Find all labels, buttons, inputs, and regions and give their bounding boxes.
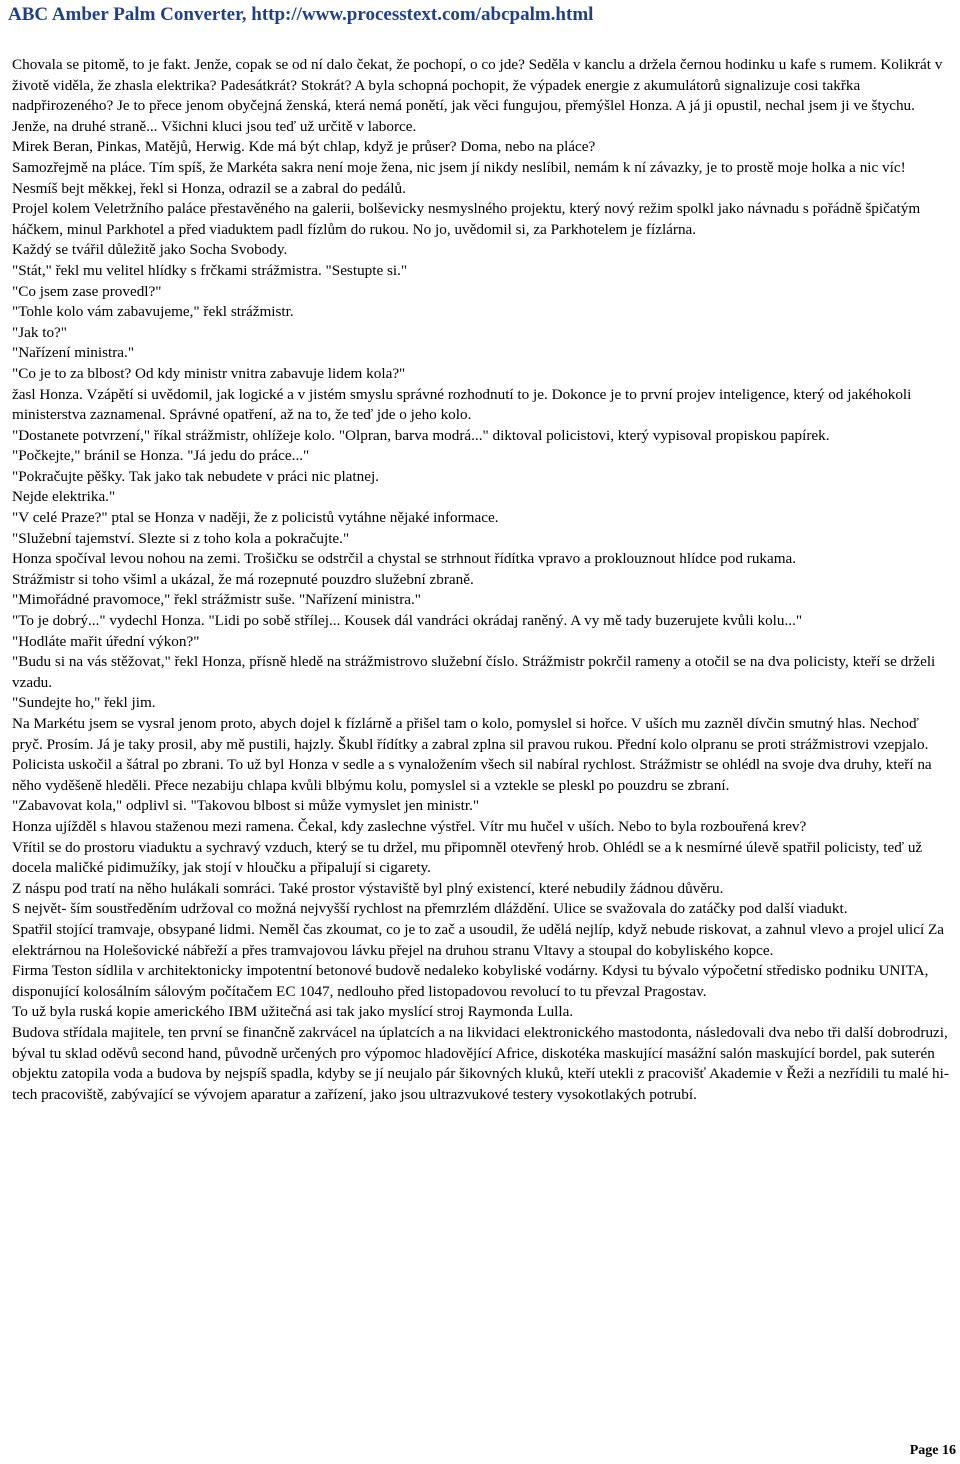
- paragraph: Chovala se pitomě, to je fakt. Jenže, copak se od ní dalo čekat, že pochopí, o co jde? Seděla v kanclu a držela černou hodinku u kafe s rumem. Kolikrát v životě viděla, že zhasla elektrika? Padesátkrát? Stokrát? A byla schopná pochopit, že výpadek energie z akumulátorů signalizuje cosi takřka nadpřirozeného? Je to přece jenom obyčejná ženská, která nemá ponětí, jak věci fungujou, přemýšlel Honza. A já ji opustil, nechal jsem ji ve štychu.: [12, 56, 943, 115]
- paragraph: "Pokračujte pěšky. Tak jako tak nebudete v práci nic platnej.: [12, 467, 379, 485]
- paragraph: "Nařízení ministra.": [12, 344, 135, 362]
- paragraph: Spatřil stojící tramvaje, obsypané lidmi. Neměl čas zkoumat, co je to zač a usoudil, že udělá nejlíp, když nebude riskovat, a zahnul vlevo a projel ulicí Za elektrárnou na Holešovické nábřeží a přes tramvajovou lávku přejel na druhou stranu Vltavy a stoupal do kobyliského kopce.: [12, 920, 945, 959]
- paragraph: Honza spočíval levou nohou na zemi. Trošičku se odstrčil a chystal se strhnout řídítka vpravo a proklouznout hlídce pod rukama.: [12, 550, 797, 568]
- paragraph: Budova střídala majitele, ten první se finančně zakrvácel na úplatcích a na likvidaci elektronického mastodonta, následovali dva nebo tři další dobrodruzi, býval tu sklad oděvů second hand, původně určených pro výpomoc hladovějící Africe, diskotéka maskující masážní salón maskující bordel, pak suterén objektu zatopila voda a budova by nejspíš spadla, kdyby se jí neujalo pár šikovných kluků, kteří utekli z pracovišť Akademie v Řeži a nezřídili tu malé hi-tech pracoviště, zabývající se vývojem aparatur a zařízení, jako jsou ultrazvukové testery vysokotlakých potrubí.: [12, 1023, 949, 1103]
- paragraph: "Dostanete potvrzení," říkal strážmistr, ohlížeje kolo. "Olpran, barva modrá..." diktoval policistovi, který vypisoval propiskou papírek.: [12, 426, 830, 444]
- paragraph: Jenže, na druhé straně... Všichni kluci jsou teď už určitě v laborce.: [12, 117, 417, 135]
- paragraph: Projel kolem Veletržního paláce přestavěného na galerii, bolševicky nesmyslného projektu, který nový režim spolkl jako návnadu s pořádně špičatým háčkem, minul Parkhotel a před viaduktem padl fízlům do rukou. No jo, uvědomil si, za Parkhotelem je fízlárna.: [12, 200, 921, 238]
- paragraph: Vřítil se do prostoru viaduktu a sychravý vzduch, který se tu držel, mu připomněl otevřený hrob. Ohlédl se a k nesmírné úlevě spatřil policisty, teď už docela maličké pidimužíky, jak stojí v hloučku a připalují si cigarety.: [12, 838, 923, 877]
- paragraph: Samozřejmě na pláce. Tím spíš, že Markéta sakra není moje žena, nic jsem jí nikdy neslíbil, nemám k ní závazky, je to prostě moje holka a nic víc!: [12, 158, 906, 176]
- paragraph: S největ- ším soustředěním udržoval co možná nejvyšší rychlost na přemrzlém dláždění. Ulice se svažovala do zatáčky pod další viadukt.: [12, 900, 848, 918]
- paragraph: "Stát," řekl mu velitel hlídky s frčkami strážmistra. "Sestupte si.": [12, 261, 408, 279]
- paragraph: "Sundejte ho," řekl jim.: [12, 694, 156, 712]
- paragraph: "Co jsem zase provedl?": [12, 282, 162, 300]
- paragraph: "Tohle kolo vám zabavujeme," řekl strážmistr.: [12, 303, 294, 321]
- paragraph: "V celé Praze?" ptal se Honza v naději, že z policistů vytáhne nějaké informace.: [12, 509, 499, 527]
- paragraph: Z náspu pod tratí na něho hulákali somráci. Také prostor výstaviště byl plný existencí, které nebudily žádnou důvěru.: [12, 879, 724, 897]
- paragraph: Strážmistr si toho všiml a ukázal, že má rozepnuté pouzdro služební zbraně.: [12, 570, 474, 588]
- paragraph: "To je dobrý..." vydechl Honza. "Lidi po sobě střílej... Kousek dál vandráci okrádaj raněný. A vy mě tady buzerujete kvůli kolu...": [12, 612, 803, 630]
- paragraph: "Služební tajemství. Slezte si z toho kola a pokračujte.": [12, 529, 350, 547]
- paragraph: "Mimořádné pravomoce," řekl strážmistr suše. "Nařízení ministra.": [12, 591, 422, 609]
- paragraph: Nejde elektrika.": [12, 488, 116, 506]
- document-body: [12, 55, 952, 1105]
- paragraph: "Budu si na vás stěžovat," řekl Honza, přísně hledě na strážmistrovo služební číslo. Strážmistr pokrčil rameny a otočil se na dva policisty, kteří se drželi vzadu.: [12, 653, 936, 691]
- paragraph: To už byla ruská kopie amerického IBM užitečná asi tak jako myslící stroj Raymonda Lulla.: [12, 1003, 574, 1021]
- paragraph: "Jak to?": [12, 323, 67, 341]
- paragraph: Firma Teston sídlila v architektonicky impotentní betonové budově nedaleko kobyliské vodárny. Kdysi tu bývalo výpočetní středisko podniku UNITA, disponující kolosálním sálovým počítačem EC 1047, nedlouho před listopadovou revolucí to tu převzal Pragostav.: [12, 962, 929, 1000]
- page-number: Page 16: [909, 1443, 956, 1458]
- paragraph: "Hodláte mařit úřední výkon?": [12, 632, 200, 650]
- paragraph: Honza ujížděl s hlavou staženou mezi ramena. Čekal, kdy zaslechne výstřel. Vítr mu hučel v uších. Nebo to byla rozbouřená krev?: [12, 817, 807, 835]
- paragraph: žasl Honza. Vzápětí si uvědomil, jak logické a v jistém smyslu správné rozhodnutí to je. Dokonce je to první projev inteligence, který od jakéhokoli ministerstva zaznamenal. Správné opatření, až na to, že teď jde o jeho kolo.: [12, 385, 912, 424]
- paragraph: "Zabavovat kola," odplivl si. "Takovou blbost si může vymyslet jen ministr.": [12, 797, 480, 815]
- paragraph: Na Markétu jsem se vysral jenom proto, abych dojel k fízlárně a přišel tam o kolo, pomyslel si hořce. V uších mu zazněl dívčin smutný hlas. Nechoď pryč. Prosím. Já je taky prosil, aby mě pustili, hajzly. Škubl řídítky a zabral zplna sil pravou rukou. Přední kolo olpranu se proti strážmistrovi vzepjalo. Policista uskočil a šátral po zbrani. To už byl Honza v sedle a s vynaložením všech sil nabíral rychlost. Strážmistr se ohlédl na svoje dva druhy, kteří na něho vyděšeně hleděli. Přece nezabiju chlapa kvůli blbýmu kolu, pomyslel si a vztekle se pleskl po pouzdru se zbraní.: [12, 715, 932, 794]
- paragraph: Mirek Beran, Pinkas, Matějů, Herwig. Kde má být chlap, když je průser? Doma, nebo na pláce?: [12, 138, 596, 156]
- paragraph: Nesmíš bejt měkkej, řekl si Honza, odrazil se a zabral do pedálů.: [12, 179, 406, 197]
- paragraph: Každý se tvářil důležitě jako Socha Svobody.: [12, 241, 288, 259]
- document-header-title: ABC Amber Palm Converter, http://www.processtext.com/abcpalm.html: [8, 4, 594, 25]
- paragraph: "Počkejte," bránil se Honza. "Já jedu do práce...": [12, 447, 310, 465]
- paragraph: "Co je to za blbost? Od kdy ministr vnitra zabavuje lidem kola?": [12, 364, 406, 382]
